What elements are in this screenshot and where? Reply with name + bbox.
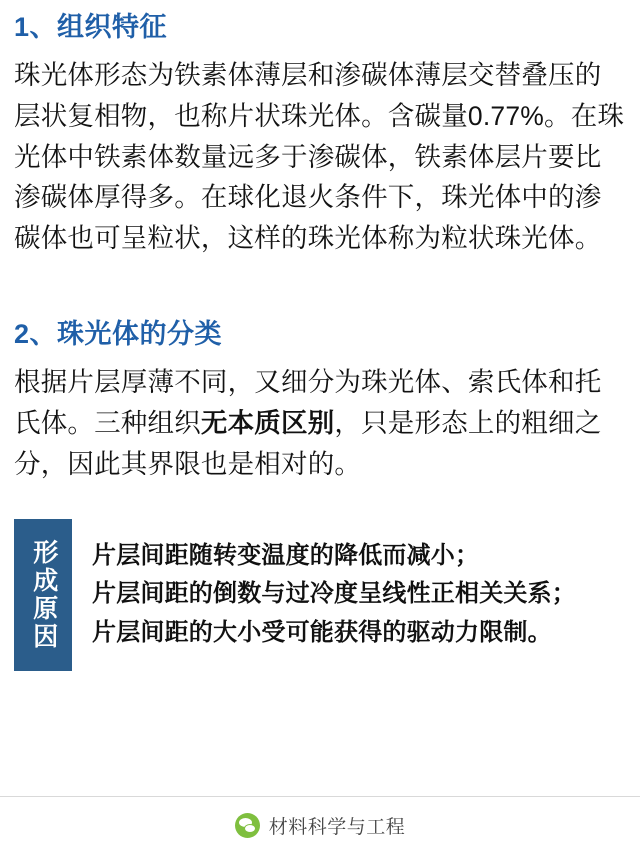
- callout-label-text: 形成原因: [29, 538, 58, 651]
- footer-bar: [0, 796, 640, 853]
- wechat-icon: [235, 813, 260, 838]
- footer-account-name: 材料科学与工程: [268, 816, 406, 838]
- section-spacer: [14, 259, 626, 317]
- callout-line: 片层间距随转变温度的降低而减小；: [92, 541, 480, 569]
- section-heading-2: 2、珠光体的分类: [14, 319, 223, 350]
- callout-line: 片层间距的倒数与过冷度呈线性正相关关系；: [92, 580, 576, 608]
- callout-body: [72, 519, 626, 672]
- section-paragraph-2: [14, 362, 626, 484]
- paragraph-2-part2: ，只是形态上的粗细之分，因此其界限也是相对的。: [14, 407, 602, 479]
- callout-label: [14, 519, 72, 672]
- footer-content[interactable]: [235, 812, 406, 839]
- section-heading-1: 1、组织特征: [14, 12, 168, 42]
- callout-spacer: [14, 485, 626, 519]
- paragraph-2-emphasis: 无本质区别: [200, 407, 335, 438]
- callout-line: 片层间距的大小受可能获得的驱动力限制。: [92, 619, 552, 647]
- section-paragraph-1: 珠光体形态为铁素体薄层和渗碳体薄层交替叠压的层状复相物，也称片状珠光体。含碳量0.77%。在珠光体中铁素体数量远多于渗碳体，铁素体层片要比渗碳体厚得多。在球化退火条件下，珠光体中的渗碳体也可呈粒状，这样的珠光体称为粒状珠光体。: [14, 60, 625, 254]
- callout-box: [14, 519, 626, 672]
- paragraph-2-part1: 根据片层厚薄不同，又细分为珠光体、索氏体和托氏体。三种组织: [14, 367, 602, 438]
